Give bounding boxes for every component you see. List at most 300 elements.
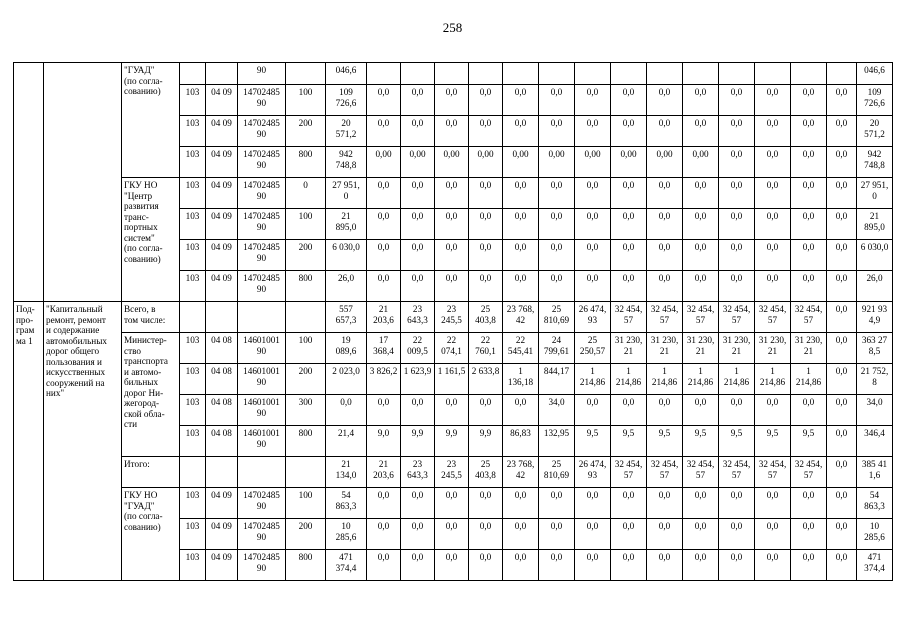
year-value-cell: 0,00	[401, 147, 435, 178]
year-value-cell: 17 368,4	[367, 333, 401, 364]
year-value-cell: 0,0	[435, 550, 469, 581]
section-cell: 04 09	[206, 519, 238, 550]
grbs-cell: 103	[180, 271, 206, 302]
year-value-cell: 0,0	[435, 519, 469, 550]
executor-cell: ГКУ НО "ГУАД" (по согла- сованию)	[122, 488, 180, 581]
sum-total-cell: 385 41 1,6	[857, 457, 893, 488]
year-value-cell: 1 214,86	[683, 364, 719, 395]
executor-cell: Министер- ство транспорта и автомо- бильных дорог Ни- жегород- ской обла- сти	[122, 333, 180, 457]
year-value-cell: 0,0	[647, 240, 683, 271]
year-value-cell: 0,0	[719, 147, 755, 178]
sum-total-cell: 109 726,6	[857, 85, 893, 116]
year-value-cell: 0,0	[469, 85, 503, 116]
year-value-cell: 9,5	[611, 426, 647, 457]
section-cell	[206, 63, 238, 85]
amount-cell: 557 657,3	[326, 302, 367, 333]
year-value-cell: 0,0	[611, 488, 647, 519]
year-value-cell: 0,0	[435, 488, 469, 519]
year-value-cell: 1 214,86	[575, 364, 611, 395]
year-value-cell: 1 214,86	[791, 364, 827, 395]
year-value-cell: 31 230, 21	[719, 333, 755, 364]
target-code-cell: 14702485 90	[238, 147, 286, 178]
amount-cell: 21 134,0	[326, 457, 367, 488]
section-cell: 04 09	[206, 271, 238, 302]
amount-cell: 0,0	[326, 395, 367, 426]
sum-total-cell: 20 571,2	[857, 116, 893, 147]
year-value-cell: 0,0	[503, 178, 539, 209]
year-value-cell: 0,0	[791, 116, 827, 147]
year-value-cell: 26 474, 93	[575, 302, 611, 333]
executor-cell: Итого:	[122, 457, 180, 488]
year-value-cell: 0,0	[611, 550, 647, 581]
expense-type-cell: 300	[286, 395, 326, 426]
target-code-cell: 14702485 90	[238, 519, 286, 550]
subprogram-cell: Под- про- грам ма 1	[14, 302, 44, 581]
year-value-cell: 0,0	[683, 85, 719, 116]
year-value-cell: 0,0	[791, 271, 827, 302]
grbs-cell: 103	[180, 178, 206, 209]
year-value-cell: 22 760,1	[469, 333, 503, 364]
page-number: 258	[442, 20, 463, 35]
executor-cell: "ГУАД" (по согла- сованию)	[122, 63, 180, 178]
year-value-cell: 0,0	[647, 550, 683, 581]
year-value-cell: 1 161,5	[435, 364, 469, 395]
year-value-cell: 25 403,8	[469, 302, 503, 333]
year-value-cell	[539, 63, 575, 85]
expense-type-cell: 200	[286, 519, 326, 550]
year-value-cell: 0,0	[539, 209, 575, 240]
year-value-cell: 0,0	[575, 116, 611, 147]
grbs-cell	[180, 302, 206, 333]
year-value-cell	[827, 63, 857, 85]
year-value-cell: 0,0	[367, 209, 401, 240]
year-value-cell: 0,0	[719, 519, 755, 550]
target-code-cell: 14702485 90	[238, 488, 286, 519]
year-value-cell: 0,0	[469, 240, 503, 271]
expense-type-cell: 200	[286, 240, 326, 271]
year-value-cell: 844,17	[539, 364, 575, 395]
year-value-cell: 0,0	[647, 85, 683, 116]
year-value-cell: 22 009,5	[401, 333, 435, 364]
year-value-cell: 0,0	[503, 395, 539, 426]
sum-total-cell: 363 27 8,5	[857, 333, 893, 364]
year-value-cell: 0,0	[755, 519, 791, 550]
sum-total-cell: 10 285,6	[857, 519, 893, 550]
year-value-cell: 0,0	[401, 271, 435, 302]
year-value-cell: 9,9	[469, 426, 503, 457]
year-value-cell: 0,0	[827, 209, 857, 240]
table-row	[14, 178, 893, 209]
section-cell: 04 09	[206, 85, 238, 116]
grbs-cell: 103	[180, 426, 206, 457]
year-value-cell: 0,0	[719, 209, 755, 240]
year-value-cell: 0,0	[611, 240, 647, 271]
year-value-cell: 0,0	[683, 209, 719, 240]
year-value-cell: 9,9	[435, 426, 469, 457]
year-value-cell: 22 545,41	[503, 333, 539, 364]
target-code-cell: 14702485 90	[238, 209, 286, 240]
year-value-cell: 9,5	[719, 426, 755, 457]
year-value-cell: 0,0	[611, 271, 647, 302]
year-value-cell: 23 768, 42	[503, 457, 539, 488]
year-value-cell: 0,0	[401, 488, 435, 519]
year-value-cell: 9,5	[791, 426, 827, 457]
year-value-cell: 0,00	[683, 147, 719, 178]
year-value-cell: 0,0	[575, 519, 611, 550]
year-value-cell: 9,5	[575, 426, 611, 457]
amount-cell: 21,4	[326, 426, 367, 457]
year-value-cell: 0,0	[503, 488, 539, 519]
target-code-cell: 14702485 90	[238, 550, 286, 581]
amount-cell: 2 023,0	[326, 364, 367, 395]
amount-cell: 20 571,2	[326, 116, 367, 147]
year-value-cell: 23 245,5	[435, 302, 469, 333]
year-value-cell: 0,0	[401, 519, 435, 550]
year-value-cell: 0,0	[367, 271, 401, 302]
year-value-cell: 0,0	[367, 550, 401, 581]
target-code-cell: 14601001 90	[238, 364, 286, 395]
year-value-cell: 0,0	[539, 550, 575, 581]
year-value-cell: 9,5	[647, 426, 683, 457]
year-value-cell: 0,0	[719, 395, 755, 426]
year-value-cell: 0,0	[755, 488, 791, 519]
year-value-cell: 0,0	[647, 178, 683, 209]
year-value-cell: 0,00	[435, 147, 469, 178]
year-value-cell: 0,0	[755, 209, 791, 240]
budget-table	[13, 62, 893, 581]
year-value-cell: 0,0	[683, 519, 719, 550]
grbs-cell: 103	[180, 364, 206, 395]
grbs-cell: 103	[180, 488, 206, 519]
expense-type-cell	[286, 457, 326, 488]
amount-cell: 21 895,0	[326, 209, 367, 240]
year-value-cell	[683, 63, 719, 85]
year-value-cell: 0,0	[827, 488, 857, 519]
year-value-cell: 34,0	[539, 395, 575, 426]
year-value-cell: 0,0	[611, 178, 647, 209]
year-value-cell: 0,00	[503, 147, 539, 178]
sum-total-cell: 921 93 4,9	[857, 302, 893, 333]
year-value-cell: 0,0	[503, 550, 539, 581]
amount-cell: 19 089,6	[326, 333, 367, 364]
year-value-cell: 0,0	[827, 271, 857, 302]
year-value-cell: 0,0	[435, 240, 469, 271]
year-value-cell: 32 454, 57	[791, 457, 827, 488]
year-value-cell: 1 214,86	[611, 364, 647, 395]
year-value-cell: 0,0	[827, 519, 857, 550]
year-value-cell: 0,0	[435, 178, 469, 209]
year-value-cell	[435, 63, 469, 85]
year-value-cell: 0,0	[469, 209, 503, 240]
year-value-cell	[755, 63, 791, 85]
year-value-cell: 0,0	[503, 240, 539, 271]
year-value-cell: 3 826,2	[367, 364, 401, 395]
year-value-cell: 0,0	[469, 116, 503, 147]
target-code-cell: 14702485 90	[238, 116, 286, 147]
year-value-cell: 0,0	[827, 178, 857, 209]
expense-type-cell: 800	[286, 426, 326, 457]
year-value-cell: 0,0	[719, 550, 755, 581]
year-value-cell: 0,0	[647, 209, 683, 240]
year-value-cell: 0,0	[647, 519, 683, 550]
grbs-cell: 103	[180, 85, 206, 116]
year-value-cell: 32 454, 57	[719, 457, 755, 488]
year-value-cell	[575, 63, 611, 85]
year-value-cell: 24 799,61	[539, 333, 575, 364]
year-value-cell: 0,0	[503, 116, 539, 147]
table-row	[14, 488, 893, 519]
year-value-cell: 0,0	[791, 488, 827, 519]
year-value-cell: 0,0	[827, 426, 857, 457]
year-value-cell: 0,0	[575, 209, 611, 240]
year-value-cell: 31 230, 21	[791, 333, 827, 364]
year-value-cell: 86,83	[503, 426, 539, 457]
year-value-cell: 0,00	[469, 147, 503, 178]
year-value-cell: 0,0	[539, 271, 575, 302]
amount-cell: 6 030,0	[326, 240, 367, 271]
year-value-cell: 0,0	[683, 116, 719, 147]
year-value-cell: 0,0	[503, 271, 539, 302]
year-value-cell: 0,0	[469, 271, 503, 302]
section-cell	[206, 457, 238, 488]
year-value-cell: 0,0	[539, 519, 575, 550]
expense-type-cell: 200	[286, 364, 326, 395]
year-value-cell: 0,0	[401, 550, 435, 581]
year-value-cell: 0,00	[367, 147, 401, 178]
year-value-cell: 0,0	[827, 85, 857, 116]
grbs-cell: 103	[180, 519, 206, 550]
year-value-cell: 0,0	[791, 147, 827, 178]
year-value-cell: 0,0	[367, 178, 401, 209]
year-value-cell: 23 643,3	[401, 457, 435, 488]
year-value-cell: 0,0	[435, 271, 469, 302]
expense-type-cell: 800	[286, 271, 326, 302]
year-value-cell: 32 454, 57	[647, 457, 683, 488]
year-value-cell: 0,0	[755, 395, 791, 426]
section-cell: 04 09	[206, 488, 238, 519]
amount-cell: 54 863,3	[326, 488, 367, 519]
year-value-cell: 0,0	[755, 240, 791, 271]
year-value-cell: 0,0	[575, 240, 611, 271]
year-value-cell: 0,0	[683, 178, 719, 209]
sum-total-cell: 54 863,3	[857, 488, 893, 519]
section-cell: 04 09	[206, 550, 238, 581]
expense-type-cell: 800	[286, 147, 326, 178]
year-value-cell	[611, 63, 647, 85]
year-value-cell: 0,0	[647, 116, 683, 147]
year-value-cell: 23 245,5	[435, 457, 469, 488]
section-cell: 04 09	[206, 147, 238, 178]
amount-cell: 942 748,8	[326, 147, 367, 178]
year-value-cell: 0,0	[719, 271, 755, 302]
sum-total-cell: 471 374,4	[857, 550, 893, 581]
section-cell: 04 09	[206, 116, 238, 147]
year-value-cell	[469, 63, 503, 85]
section-cell: 04 09	[206, 209, 238, 240]
table-row	[14, 333, 893, 364]
year-value-cell: 0,0	[827, 333, 857, 364]
year-value-cell: 0,0	[575, 550, 611, 581]
year-value-cell: 1 623,9	[401, 364, 435, 395]
year-value-cell: 0,0	[791, 519, 827, 550]
year-value-cell: 0,0	[647, 271, 683, 302]
year-value-cell: 31 230, 21	[755, 333, 791, 364]
grbs-cell: 103	[180, 116, 206, 147]
table-row	[14, 302, 893, 333]
year-value-cell: 0,0	[719, 488, 755, 519]
year-value-cell: 22 074,1	[435, 333, 469, 364]
amount-cell: 27 951, 0	[326, 178, 367, 209]
year-value-cell: 0,0	[827, 395, 857, 426]
expense-type-cell: 800	[286, 550, 326, 581]
sum-total-cell: 046,6	[857, 63, 893, 85]
year-value-cell: 9,0	[367, 426, 401, 457]
subprogram-name-cell: "Капитальный ремонт, ремонт и содержание автомобильных дорог общего пользования и искусственных сооружений на них"	[44, 302, 122, 581]
grbs-cell	[180, 457, 206, 488]
year-value-cell: 21 203,6	[367, 302, 401, 333]
year-value-cell: 0,0	[683, 395, 719, 426]
table-row	[14, 63, 893, 85]
year-value-cell: 0,0	[575, 85, 611, 116]
sum-total-cell: 21 895,0	[857, 209, 893, 240]
amount-cell: 109 726,6	[326, 85, 367, 116]
year-value-cell: 32 454, 57	[611, 302, 647, 333]
executor-cell: Всего, в том числе:	[122, 302, 180, 333]
sum-total-cell: 34,0	[857, 395, 893, 426]
year-value-cell: 0,0	[401, 240, 435, 271]
year-value-cell: 32 454, 57	[647, 302, 683, 333]
target-code-cell: 14702485 90	[238, 271, 286, 302]
section-cell: 04 08	[206, 333, 238, 364]
year-value-cell: 9,9	[401, 426, 435, 457]
section-cell: 04 08	[206, 395, 238, 426]
year-value-cell: 0,0	[575, 271, 611, 302]
target-code-cell: 14601001 90	[238, 395, 286, 426]
target-code-cell: 14702485 90	[238, 85, 286, 116]
year-value-cell: 31 230, 21	[611, 333, 647, 364]
amount-cell: 046,6	[326, 63, 367, 85]
year-value-cell: 32 454, 57	[755, 302, 791, 333]
year-value-cell: 0,0	[647, 488, 683, 519]
year-value-cell: 132,95	[539, 426, 575, 457]
target-code-cell: 14702485 90	[238, 240, 286, 271]
sum-total-cell: 21 752, 8	[857, 364, 893, 395]
year-value-cell: 21 203,6	[367, 457, 401, 488]
year-value-cell: 0,0	[791, 395, 827, 426]
year-value-cell: 0,0	[367, 240, 401, 271]
section-cell	[206, 302, 238, 333]
year-value-cell: 25 403,8	[469, 457, 503, 488]
executor-cell: ГКУ НО "Центр развития транс- портных систем" (по согла- сованию)	[122, 178, 180, 302]
table-body	[14, 63, 893, 581]
expense-type-cell: 100	[286, 333, 326, 364]
year-value-cell	[401, 63, 435, 85]
sum-total-cell: 26,0	[857, 271, 893, 302]
year-value-cell: 0,0	[503, 519, 539, 550]
year-value-cell: 0,0	[367, 116, 401, 147]
year-value-cell: 0,0	[435, 395, 469, 426]
year-value-cell: 0,00	[575, 147, 611, 178]
year-value-cell: 0,0	[367, 85, 401, 116]
year-value-cell: 0,0	[683, 488, 719, 519]
grbs-cell: 103	[180, 395, 206, 426]
year-value-cell: 0,0	[575, 395, 611, 426]
year-value-cell: 0,0	[401, 85, 435, 116]
year-value-cell: 0,0	[611, 395, 647, 426]
sum-total-cell: 942 748,8	[857, 147, 893, 178]
grbs-cell: 103	[180, 333, 206, 364]
year-value-cell	[719, 63, 755, 85]
year-value-cell: 0,0	[611, 85, 647, 116]
program-cell	[14, 63, 44, 302]
year-value-cell: 0,0	[401, 209, 435, 240]
target-code-cell: 14702485 90	[238, 178, 286, 209]
year-value-cell: 0,0	[367, 395, 401, 426]
year-value-cell: 0,0	[401, 116, 435, 147]
year-value-cell	[647, 63, 683, 85]
year-value-cell: 0,0	[401, 178, 435, 209]
year-value-cell: 0,0	[791, 209, 827, 240]
year-value-cell: 31 230, 21	[647, 333, 683, 364]
year-value-cell: 0,0	[683, 271, 719, 302]
sum-total-cell: 346,4	[857, 426, 893, 457]
year-value-cell: 31 230, 21	[683, 333, 719, 364]
year-value-cell: 0,0	[827, 364, 857, 395]
year-value-cell: 0,0	[791, 240, 827, 271]
year-value-cell: 32 454, 57	[755, 457, 791, 488]
expense-type-cell: 100	[286, 209, 326, 240]
year-value-cell: 25 250,57	[575, 333, 611, 364]
year-value-cell: 0,0	[539, 178, 575, 209]
amount-cell: 471 374,4	[326, 550, 367, 581]
year-value-cell: 0,0	[611, 519, 647, 550]
year-value-cell: 9,5	[683, 426, 719, 457]
year-value-cell: 0,0	[791, 85, 827, 116]
year-value-cell	[367, 63, 401, 85]
year-value-cell: 0,0	[755, 271, 791, 302]
year-value-cell: 32 454, 57	[719, 302, 755, 333]
year-value-cell: 0,0	[503, 209, 539, 240]
year-value-cell: 0,0	[719, 240, 755, 271]
year-value-cell: 25 810,69	[539, 302, 575, 333]
year-value-cell: 1 214,86	[755, 364, 791, 395]
expense-type-cell: 100	[286, 488, 326, 519]
year-value-cell: 0,0	[827, 240, 857, 271]
year-value-cell: 0,0	[719, 116, 755, 147]
year-value-cell: 0,0	[647, 395, 683, 426]
year-value-cell: 1 136,18	[503, 364, 539, 395]
year-value-cell: 0,0	[539, 85, 575, 116]
year-value-cell: 9,5	[755, 426, 791, 457]
target-code-cell: 14601001 90	[238, 426, 286, 457]
year-value-cell: 0,00	[539, 147, 575, 178]
year-value-cell: 0,0	[401, 395, 435, 426]
year-value-cell: 0,0	[719, 85, 755, 116]
expense-type-cell: 100	[286, 85, 326, 116]
year-value-cell: 32 454, 57	[683, 457, 719, 488]
year-value-cell: 1 214,86	[719, 364, 755, 395]
year-value-cell: 32 454, 57	[683, 302, 719, 333]
year-value-cell: 0,0	[469, 395, 503, 426]
year-value-cell: 26 474, 93	[575, 457, 611, 488]
year-value-cell: 0,0	[539, 116, 575, 147]
table-row	[14, 457, 893, 488]
year-value-cell: 0,0	[367, 488, 401, 519]
expense-type-cell	[286, 63, 326, 85]
year-value-cell: 0,0	[719, 178, 755, 209]
grbs-cell: 103	[180, 550, 206, 581]
year-value-cell: 2 633,8	[469, 364, 503, 395]
